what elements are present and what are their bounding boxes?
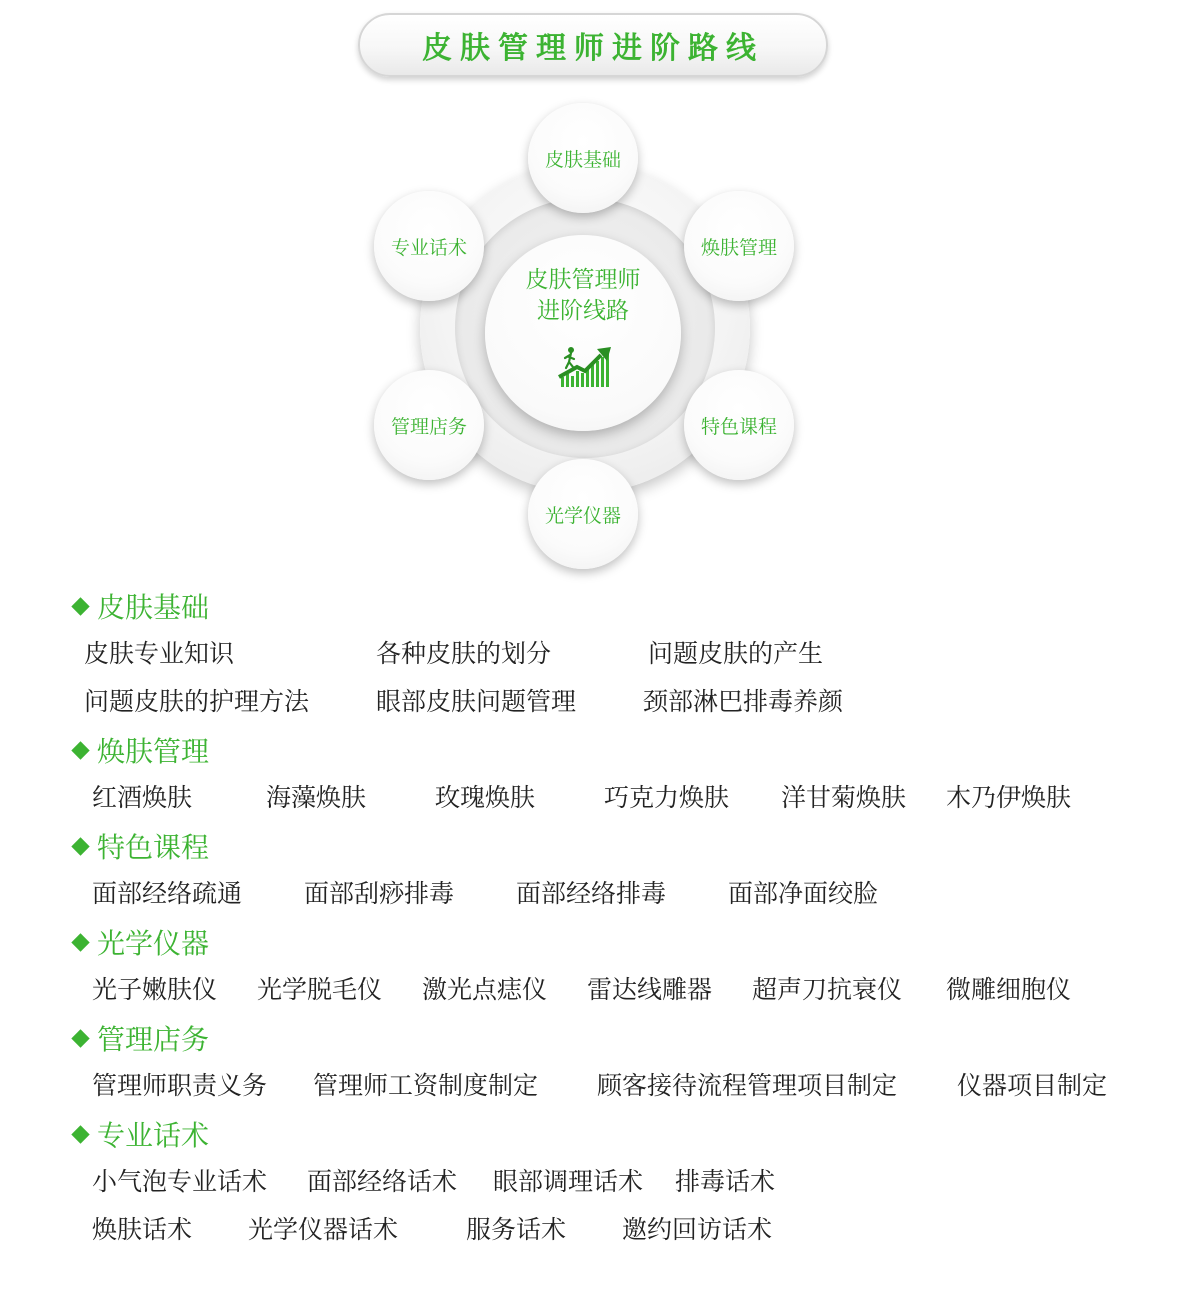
section-heading-peel-management: 焕肤管理 xyxy=(70,732,209,768)
node-peel-management: 焕肤管理 xyxy=(684,191,794,301)
list-item: 问题皮肤的产生 xyxy=(648,639,824,668)
list-item: 激光点痣仪 xyxy=(422,975,548,1004)
section-heading-featured-courses: 特色课程 xyxy=(70,828,209,864)
list-item: 顾客接待流程管理项目制定 xyxy=(597,1071,898,1100)
list-item: 面部经络排毒 xyxy=(516,879,667,908)
list-item: 邀约回访话术 xyxy=(622,1215,773,1244)
list-item: 小气泡专业话术 xyxy=(92,1167,268,1196)
list-item: 微雕细胞仪 xyxy=(946,975,1072,1004)
list-item: 超声刀抗衰仪 xyxy=(752,975,903,1004)
list-item: 眼部皮肤问题管理 xyxy=(376,687,577,716)
diagram-center xyxy=(485,235,681,431)
list-item: 焕肤话术 xyxy=(92,1215,193,1244)
list-item: 问题皮肤的护理方法 xyxy=(84,687,310,716)
list-item: 仪器项目制定 xyxy=(957,1071,1108,1100)
career-growth-icon xyxy=(557,343,613,389)
diamond-bullet-icon xyxy=(71,837,89,855)
list-item: 服务话术 xyxy=(466,1215,567,1244)
list-item: 洋甘菊焕肤 xyxy=(781,783,907,812)
node-featured-courses: 特色课程 xyxy=(684,370,794,480)
list-item: 面部刮痧排毒 xyxy=(304,879,455,908)
diamond-bullet-icon xyxy=(71,1029,89,1047)
list-item: 雷达线雕器 xyxy=(587,975,713,1004)
node-skin-basics: 皮肤基础 xyxy=(528,103,638,213)
section-heading-store-management: 管理店务 xyxy=(70,1020,209,1056)
node-store-management: 管理店务 xyxy=(374,370,484,480)
list-item: 光学仪器话术 xyxy=(248,1215,399,1244)
roadmap-diagram xyxy=(360,95,820,580)
section-heading-optical-instruments: 光学仪器 xyxy=(70,924,209,960)
list-item: 管理师职责义务 xyxy=(92,1071,268,1100)
list-item: 各种皮肤的划分 xyxy=(376,639,552,668)
list-item: 眼部调理话术 xyxy=(493,1167,644,1196)
center-label-line1: 皮肤管理师 xyxy=(525,267,641,293)
list-item: 光子嫩肤仪 xyxy=(92,975,218,1004)
list-item: 面部净面绞脸 xyxy=(728,879,879,908)
diamond-bullet-icon xyxy=(71,741,89,759)
list-item: 面部经络话术 xyxy=(307,1167,458,1196)
diamond-bullet-icon xyxy=(71,1125,89,1143)
list-item: 管理师工资制度制定 xyxy=(313,1071,539,1100)
node-optical-instruments: 光学仪器 xyxy=(528,459,638,569)
section-heading-professional-scripts: 专业话术 xyxy=(70,1116,209,1152)
title-banner xyxy=(358,13,828,77)
diamond-bullet-icon xyxy=(71,597,89,615)
list-item: 海藻焕肤 xyxy=(266,783,367,812)
section-heading-skin-basics: 皮肤基础 xyxy=(70,588,209,624)
list-item: 木乃伊焕肤 xyxy=(946,783,1072,812)
list-item: 皮肤专业知识 xyxy=(84,639,235,668)
list-item: 面部经络疏通 xyxy=(92,879,243,908)
center-label-line2: 进阶线路 xyxy=(537,298,629,324)
node-professional-scripts: 专业话术 xyxy=(374,191,484,301)
diamond-bullet-icon xyxy=(71,933,89,951)
list-item: 光学脱毛仪 xyxy=(257,975,383,1004)
list-item: 排毒话术 xyxy=(675,1167,776,1196)
list-item: 红酒焕肤 xyxy=(92,783,193,812)
list-item: 巧克力焕肤 xyxy=(604,783,730,812)
list-item: 颈部淋巴排毒养颜 xyxy=(643,687,844,716)
page-title: 皮肤管理师进阶路线 xyxy=(422,31,764,66)
list-item: 玫瑰焕肤 xyxy=(435,783,536,812)
